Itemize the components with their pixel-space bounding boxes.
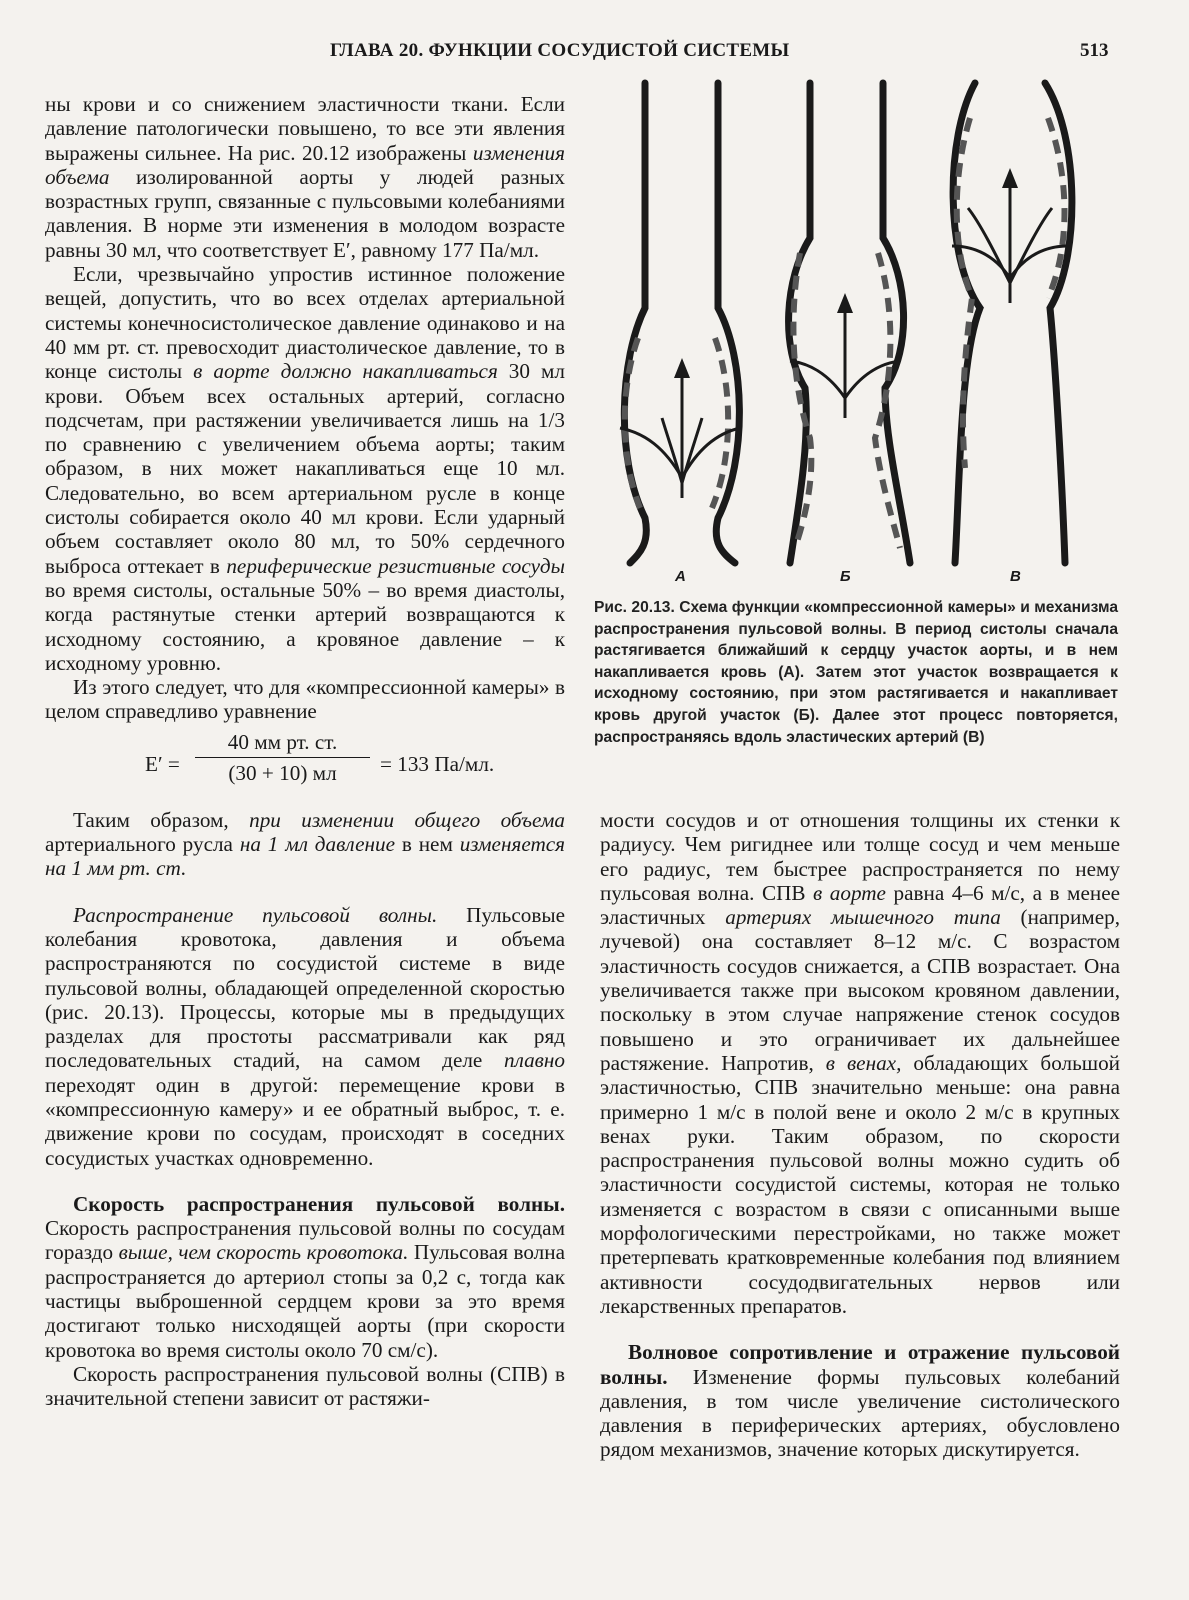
- vessel-c-wall-right: [1045, 83, 1072, 563]
- page-number: 513: [1080, 40, 1109, 61]
- formula-lhs: E′ =: [145, 751, 180, 776]
- section-heading: Волновое сопротивление и отражение пульсовой волны.: [600, 1340, 1120, 1389]
- figure-20-13: [600, 78, 1130, 598]
- vessel-diagram: [600, 78, 1130, 578]
- paragraph: Если, чрезвычайно упростив истинное положение вещей, допустить, что во всех отделах артериальной системы конечносистолическое давление одинаково и на 40 мм рт. ст. превосходит диастолическое давление, то в конце систолы в аорте должно накапливаться 30 мл крови. Объем всех остальных артерий, согласно подсчетам, при растяжении увеличивается лишь на 1/3 по сравнению с увеличением объема аорты; таким образом, в них может накапливаться еще 10 мл. Следовательно, во всем артериальном русле в конце систолы собирается около 40 мл крови. Если ударный объем составляет около 80 мл, то 50% сердечного выброса оттекает в периферические резистивные сосуды во время систолы, остальные 50% – во время диастолы, когда растянутые стенки артерий возвращаются к исходному состоянию, а кровяное давление – к исходному уровню.: [45, 262, 565, 675]
- page-header: [0, 40, 1189, 70]
- running-title: ГЛАВА 20. ФУНКЦИИ СОСУДИСТОЙ СИСТЕМЫ: [330, 40, 790, 61]
- vessel-a-wall-right: [716, 83, 739, 563]
- paragraph: Из этого следует, что для «компрессионной камеры» в целом справедливо уравнение: [45, 675, 565, 724]
- formula-numerator: 40 мм рт. ст.: [195, 730, 370, 758]
- right-column: [600, 808, 1120, 1462]
- paragraph: мости сосудов и от отношения толщины их стенки к радиусу. Чем ригиднее или толще сосуд и чем меньше его радиус, тем быстрее распространяется по нему пульсовая волна. СПВ в аорте равна 4–6 м/с, а в менее эластичных артериях мышечного типа (например, лучевой) она составляет 8–12 м/с. С возрастом эластичность сосудов снижается, а СПВ возрастает. Она увеличивается также при высоком кровяном давлении, поскольку в этом случае напряжение стенок сосудов повышено и это ограничивает их дальнейшее растяжение. Напротив, в венах, обладающих большой эластичностью, СПВ значительно меньше: она равна примерно 1 м/с в полой вене и около 2 м/с в крупных венах руки. Таким образом, по скорости распространения пульсовой волны можно судить об эластичности сосудистой системы, которая не только изменяется с возрастом в связи с описанными выше морфологическими перестройками, но также может претерпевать кратковременные колебания под влиянием активности сосудодвигательных нервов или лекарственных препаратов.: [600, 808, 1121, 1318]
- vessel-a-wall-left: [624, 83, 646, 563]
- section-heading: Скорость распространения пульсовой волны.: [73, 1191, 565, 1216]
- formula-denominator: (30 + 10) мл: [228, 761, 337, 786]
- figure-label-a: А: [675, 568, 686, 585]
- formula-rhs: = 133 Па/мл.: [380, 751, 495, 776]
- caption-lead: Рис. 20.13.: [594, 599, 675, 616]
- caption-text: Схема функции «компрессионной камеры» и механизма распространения пульсовой волны. В период систолы сначала растягивается ближайший к сердцу участок аорты, и в нем накапливается кровь (А). Затем этот участок возвращается к исходному состоянию, при этом растягивается и накапливает кровь другой участок (Б). Далее этот процесс повторяется, распространяясь вдоль эластических артерий (В): [594, 599, 1118, 746]
- paragraph: Волновое сопротивление и отражение пульсовой волны. Изменение формы пульсовых колебаний давления, в том числе увеличение систолического давления в периферических артериях, обусловлено рядом механизмов, значение которых дискутируется.: [600, 1340, 1120, 1462]
- figure-label-c: В: [1010, 568, 1021, 585]
- formula: [45, 730, 565, 800]
- figure-label-b: Б: [840, 568, 851, 585]
- paragraph: Таким образом, при изменении общего объема артериального русла на 1 мл давление в нем изменяется на 1 мм рт. ст.: [45, 807, 566, 881]
- left-column: [45, 92, 565, 1411]
- figure-caption: [594, 597, 1118, 748]
- formula-fraction: [195, 730, 370, 786]
- paragraph: Скорость распространения пульсовой волны (СПВ) в значительной степени зависит от растяжи-: [45, 1361, 565, 1411]
- paragraph: ны крови и со снижением эластичности ткани. Если давление патологически повышено, то все эти явления выражены сильнее. На рис. 20.12 изображены изменения объема изолированной аорты у людей разных возрастных групп, связанные с пульсовыми колебаниями давления. В норме эти изменения в молодом возрасте равны 30 мл, что соответствует E′, равному 177 Па/мл.: [45, 92, 565, 262]
- paragraph: Скорость распространения пульсовой волны. Скорость распространения пульсовой волны по сосудам гораздо выше, чем скорость кровотока. Пульсовая волна распространяется до артериол стопы за 0,2 с, тогда как частицы выброшенной сердцем крови за это время достигают только нисходящей аорты (при скорости кровотока во время систолы около 70 см/с).: [45, 1191, 565, 1362]
- paragraph: Распространение пульсовой волны. Пульсовые колебания кровотока, давления и объема распространяются по сосудистой системе в виде пульсовой волны, обладающей определенной скоростью (рис. 20.13). Процессы, которые мы в предыдущих разделах для простоты рассматривали как ряд последовательных стадий, на самом деле плавно переходят один в другой: перемещение крови в «компрессионную камеру» и ее обратный выброс, т. е. движение крови по сосудам, происходят в соседних сосудистых участках одновременно.: [45, 902, 565, 1170]
